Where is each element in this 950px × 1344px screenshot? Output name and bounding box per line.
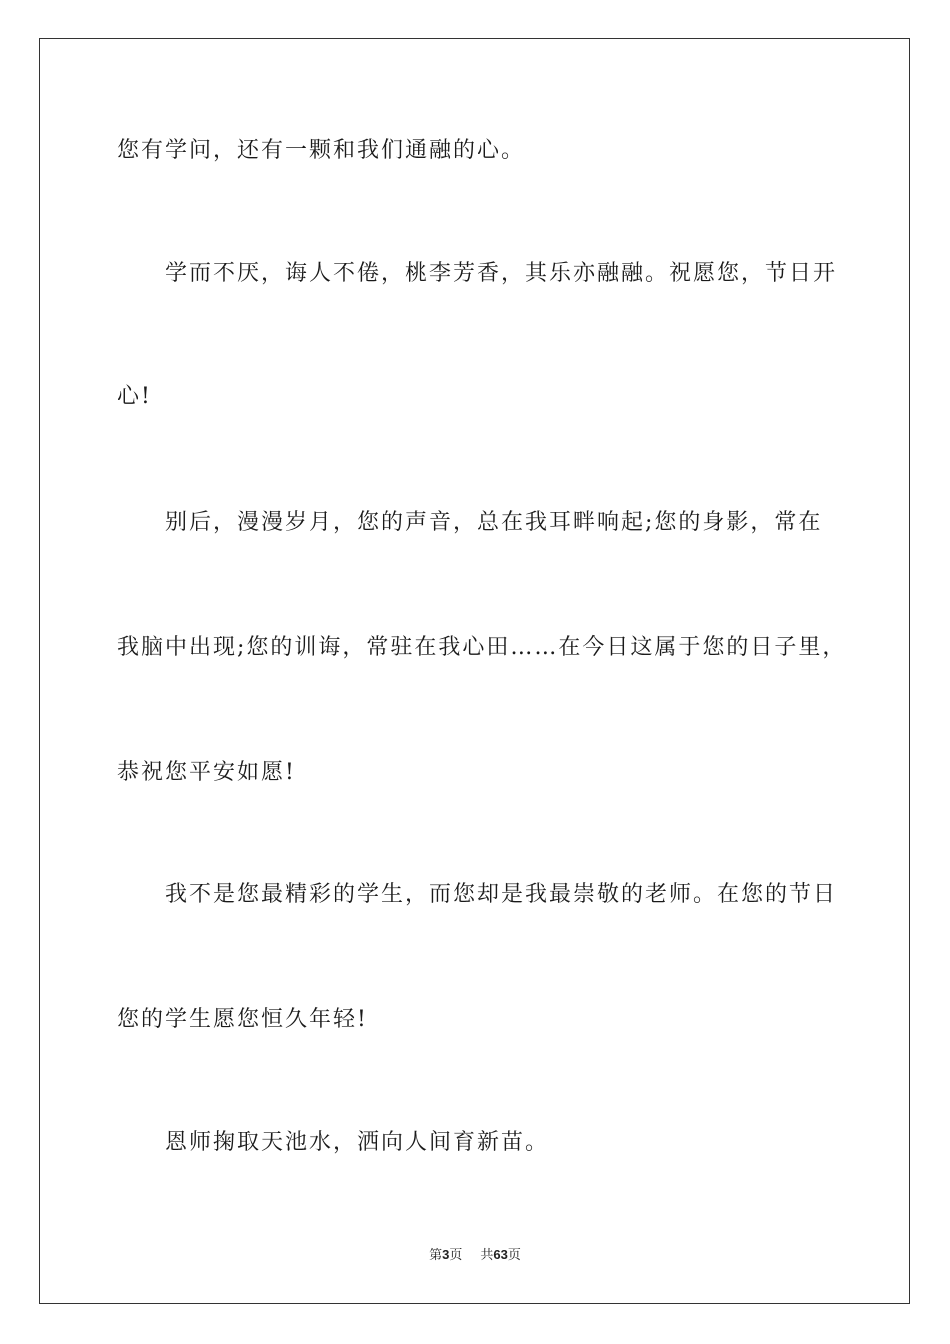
text-line-1: 您有学问，还有一颗和我们通融的心。: [117, 138, 526, 163]
total-prefix: 共: [480, 1248, 494, 1263]
page-border: [39, 38, 910, 1304]
text-line-6: 恭祝您平安如愿!: [117, 760, 296, 785]
text-line-2: 学而不厌，诲人不倦，桃李芳香，其乐亦融融。祝愿您，节日开: [165, 261, 838, 286]
total-suffix: 页: [507, 1248, 521, 1263]
page-footer: [0, 1246, 950, 1265]
text-line-5: 我脑中出现;您的训诲，常驻在我心田……在今日这属于您的日子里，: [117, 635, 847, 660]
text-line-4: 别后，漫漫岁月，您的声音，总在我耳畔响起;您的身影，常在: [165, 510, 823, 535]
total-pages: 63: [493, 1247, 508, 1262]
text-line-8: 您的学生愿您恒久年轻!: [117, 1007, 368, 1032]
text-line-9: 恩师掬取天池水，洒向人间育新苗。: [165, 1130, 550, 1155]
page-number: 3: [442, 1247, 450, 1262]
page-suffix: 页: [449, 1248, 463, 1263]
text-line-3: 心!: [117, 384, 152, 409]
page-prefix: 第: [429, 1248, 443, 1263]
text-line-7: 我不是您最精彩的学生，而您却是我最崇敬的老师。在您的节日: [165, 882, 838, 907]
